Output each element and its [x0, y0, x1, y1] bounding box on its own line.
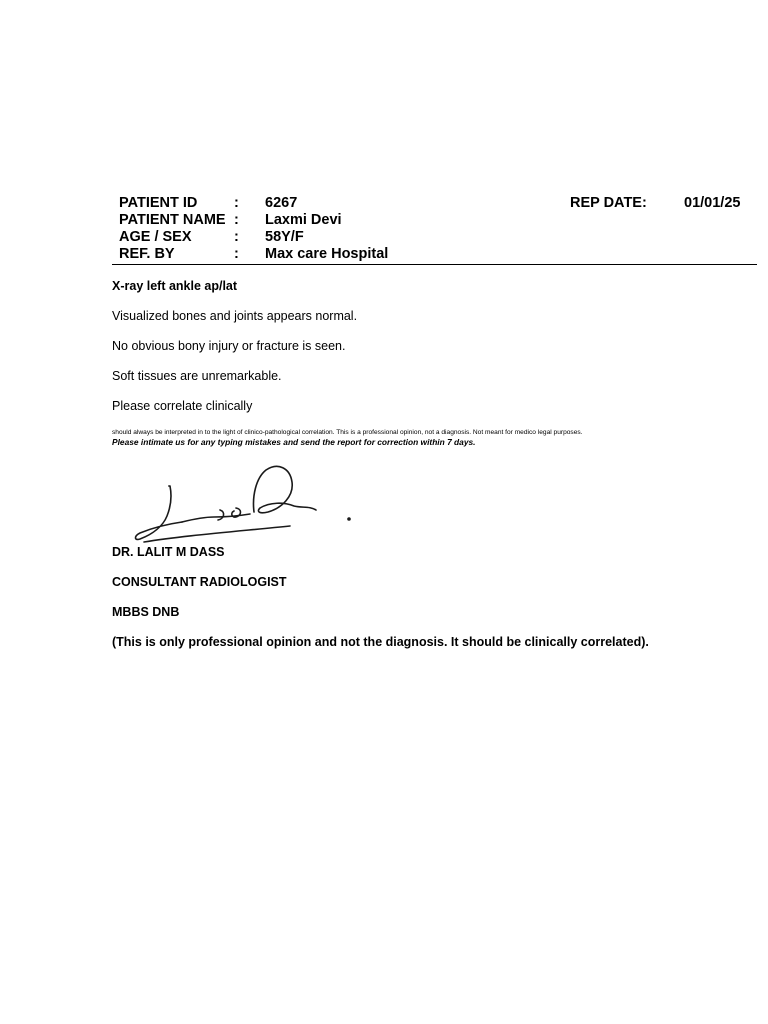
finding-line: Visualized bones and joints appears normal.: [112, 309, 358, 323]
report-title: X-ray left ankle ap/lat: [112, 279, 238, 293]
interpretation-disclaimer: should always be interpreted in to the light of clinico-pathological correlation. This is a professional opinion, not a diagnosis. Not meant for medico legal purposes.: [112, 429, 583, 436]
patient-id-label: PATIENT ID: [119, 195, 198, 211]
patient-name-colon: :: [234, 212, 239, 228]
age-sex-value: 58Y/F: [265, 229, 304, 245]
correction-notice: Please intimate us for any typing mistakes and send the report for correction within 7 days.: [112, 437, 476, 447]
patient-name-value: Laxmi Devi: [265, 212, 342, 228]
rep-date-label: REP DATE:: [570, 195, 647, 211]
ref-by-colon: :: [234, 246, 239, 262]
signature-icon: [120, 462, 400, 547]
patient-header: [112, 194, 757, 265]
finding-line: No obvious bony injury or fracture is seen.: [112, 339, 346, 353]
finding-line: Soft tissues are unremarkable.: [112, 369, 282, 383]
opinion-note: (This is only professional opinion and not the diagnosis. It should be clinically correlated).: [112, 635, 649, 649]
age-sex-colon: :: [234, 229, 239, 245]
doctor-qualification: MBBS DNB: [112, 605, 180, 619]
age-sex-label: AGE / SEX: [119, 229, 192, 245]
doctor-name: DR. LALIT M DASS: [112, 545, 225, 559]
patient-id-colon: :: [234, 195, 239, 211]
ref-by-value: Max care Hospital: [265, 246, 389, 262]
finding-line: Please correlate clinically: [112, 399, 253, 413]
ref-by-label: REF. BY: [119, 246, 175, 262]
patient-name-label: PATIENT NAME: [119, 212, 226, 228]
patient-id-value: 6267: [265, 195, 298, 211]
rep-date-value: 01/01/25: [684, 195, 741, 211]
doctor-designation: CONSULTANT RADIOLOGIST: [112, 575, 287, 589]
